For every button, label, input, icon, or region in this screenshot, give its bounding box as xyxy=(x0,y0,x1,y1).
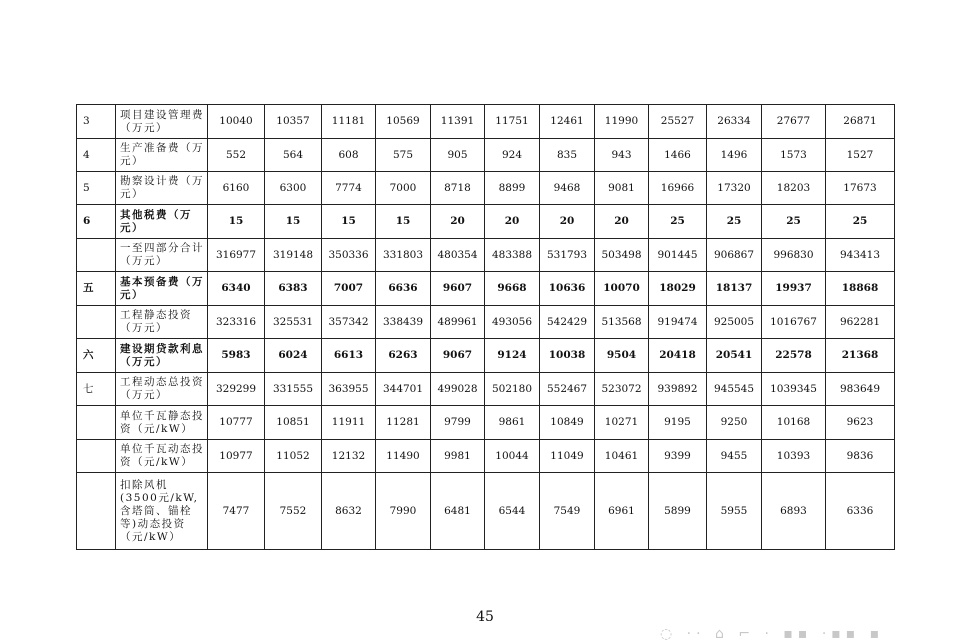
table-cell: 11391 xyxy=(431,105,485,139)
table-row xyxy=(77,440,895,473)
table-cell: 943413 xyxy=(826,239,895,272)
table-row xyxy=(77,272,895,306)
table-cell: 6300 xyxy=(265,172,322,205)
table-cell: 10977 xyxy=(208,440,265,473)
table-cell: 480354 xyxy=(431,239,485,272)
table-cell: 6340 xyxy=(208,272,265,306)
table-cell: 552 xyxy=(208,139,265,172)
table-cell: 10569 xyxy=(376,105,431,139)
row-label: 项目建设管理费（万元） xyxy=(116,105,208,139)
table-cell: 11990 xyxy=(595,105,649,139)
table-cell: 499028 xyxy=(431,373,485,406)
row-label: 工程动态总投资（万元） xyxy=(116,373,208,406)
table-cell: 26871 xyxy=(826,105,895,139)
table-cell: 552467 xyxy=(540,373,595,406)
row-index xyxy=(77,239,116,272)
investment-table xyxy=(76,104,895,550)
table-cell: 20 xyxy=(595,205,649,239)
table-cell: 11490 xyxy=(376,440,431,473)
table-cell: 542429 xyxy=(540,306,595,339)
table-cell: 27677 xyxy=(762,105,826,139)
table-cell: 1466 xyxy=(649,139,707,172)
table-cell: 17673 xyxy=(826,172,895,205)
table-cell: 7549 xyxy=(540,473,595,550)
table-cell: 18868 xyxy=(826,272,895,306)
table-cell: 906867 xyxy=(707,239,762,272)
table-cell: 945545 xyxy=(707,373,762,406)
table-cell: 18203 xyxy=(762,172,826,205)
table-cell: 9455 xyxy=(707,440,762,473)
table-cell: 18029 xyxy=(649,272,707,306)
table-cell: 10636 xyxy=(540,272,595,306)
table-cell: 344701 xyxy=(376,373,431,406)
investment-table-container xyxy=(76,104,894,550)
row-index xyxy=(77,406,116,440)
table-row xyxy=(77,139,895,172)
table-row xyxy=(77,172,895,205)
row-index xyxy=(77,306,116,339)
table-cell: 901445 xyxy=(649,239,707,272)
table-cell: 7990 xyxy=(376,473,431,550)
row-index: 3 xyxy=(77,105,116,139)
table-cell: 15 xyxy=(322,205,376,239)
row-index: 六 xyxy=(77,339,116,373)
watermark: ◌ ·· ⌂ ⌐ · ▪▪ ·▪▪ ▪ xyxy=(660,626,885,642)
table-cell: 575 xyxy=(376,139,431,172)
table-cell: 6961 xyxy=(595,473,649,550)
table-cell: 9623 xyxy=(826,406,895,440)
table-cell: 925005 xyxy=(707,306,762,339)
table-cell: 9668 xyxy=(485,272,540,306)
row-label: 其他税费（万元） xyxy=(116,205,208,239)
table-row xyxy=(77,105,895,139)
table-cell: 6336 xyxy=(826,473,895,550)
table-row xyxy=(77,306,895,339)
table-cell: 523072 xyxy=(595,373,649,406)
table-cell: 1527 xyxy=(826,139,895,172)
table-cell: 11049 xyxy=(540,440,595,473)
table-cell: 15 xyxy=(376,205,431,239)
page-number: 45 xyxy=(476,609,494,625)
table-cell: 905 xyxy=(431,139,485,172)
row-index: 七 xyxy=(77,373,116,406)
table-row xyxy=(77,373,895,406)
table-cell: 9124 xyxy=(485,339,540,373)
row-label: 勘察设计费（万元） xyxy=(116,172,208,205)
row-label: 扣除风机(3500元/kW,含塔筒、锚栓等)动态投资（元/kW） xyxy=(116,473,208,550)
table-cell: 17320 xyxy=(707,172,762,205)
table-cell: 8899 xyxy=(485,172,540,205)
table-cell: 22578 xyxy=(762,339,826,373)
table-row xyxy=(77,205,895,239)
table-cell: 9981 xyxy=(431,440,485,473)
table-cell: 25 xyxy=(762,205,826,239)
table-cell: 9081 xyxy=(595,172,649,205)
table-cell: 12461 xyxy=(540,105,595,139)
table-cell: 9836 xyxy=(826,440,895,473)
table-cell: 5983 xyxy=(208,339,265,373)
table-cell: 9504 xyxy=(595,339,649,373)
table-cell: 489961 xyxy=(431,306,485,339)
table-cell: 6160 xyxy=(208,172,265,205)
table-cell: 316977 xyxy=(208,239,265,272)
table-cell: 1039345 xyxy=(762,373,826,406)
table-cell: 11181 xyxy=(322,105,376,139)
table-cell: 357342 xyxy=(322,306,376,339)
row-label: 单位千瓦动态投资（元/kW） xyxy=(116,440,208,473)
table-cell: 939892 xyxy=(649,373,707,406)
table-cell: 350336 xyxy=(322,239,376,272)
table-cell: 9399 xyxy=(649,440,707,473)
table-cell: 962281 xyxy=(826,306,895,339)
table-cell: 608 xyxy=(322,139,376,172)
row-label: 一至四部分合计（万元） xyxy=(116,239,208,272)
table-body xyxy=(77,105,895,550)
table-cell: 12132 xyxy=(322,440,376,473)
table-cell: 10461 xyxy=(595,440,649,473)
table-cell: 329299 xyxy=(208,373,265,406)
table-cell: 26334 xyxy=(707,105,762,139)
table-cell: 1573 xyxy=(762,139,826,172)
table-cell: 25527 xyxy=(649,105,707,139)
table-cell: 10040 xyxy=(208,105,265,139)
table-cell: 531793 xyxy=(540,239,595,272)
table-cell: 21368 xyxy=(826,339,895,373)
table-cell: 1496 xyxy=(707,139,762,172)
table-cell: 15 xyxy=(208,205,265,239)
table-cell: 6613 xyxy=(322,339,376,373)
table-cell: 319148 xyxy=(265,239,322,272)
table-cell: 7000 xyxy=(376,172,431,205)
table-cell: 9195 xyxy=(649,406,707,440)
table-cell: 11751 xyxy=(485,105,540,139)
table-cell: 7477 xyxy=(208,473,265,550)
table-cell: 983649 xyxy=(826,373,895,406)
table-cell: 10168 xyxy=(762,406,826,440)
table-cell: 8718 xyxy=(431,172,485,205)
table-cell: 25 xyxy=(707,205,762,239)
table-cell: 9468 xyxy=(540,172,595,205)
row-label: 工程静态投资（万元） xyxy=(116,306,208,339)
table-cell: 6263 xyxy=(376,339,431,373)
table-cell: 338439 xyxy=(376,306,431,339)
table-cell: 11281 xyxy=(376,406,431,440)
table-cell: 10070 xyxy=(595,272,649,306)
table-row xyxy=(77,239,895,272)
table-cell: 919474 xyxy=(649,306,707,339)
row-label: 基本预备费（万元） xyxy=(116,272,208,306)
table-cell: 5955 xyxy=(707,473,762,550)
row-label: 建设期贷款利息（万元） xyxy=(116,339,208,373)
row-index: 6 xyxy=(77,205,116,239)
row-index xyxy=(77,473,116,550)
table-cell: 323316 xyxy=(208,306,265,339)
row-index xyxy=(77,440,116,473)
table-cell: 996830 xyxy=(762,239,826,272)
table-cell: 9861 xyxy=(485,406,540,440)
table-cell: 9799 xyxy=(431,406,485,440)
table-cell: 20 xyxy=(431,205,485,239)
row-index: 4 xyxy=(77,139,116,172)
table-cell: 6636 xyxy=(376,272,431,306)
table-cell: 20541 xyxy=(707,339,762,373)
table-cell: 16966 xyxy=(649,172,707,205)
table-cell: 564 xyxy=(265,139,322,172)
table-cell: 9067 xyxy=(431,339,485,373)
table-cell: 331803 xyxy=(376,239,431,272)
table-cell: 8632 xyxy=(322,473,376,550)
table-cell: 20418 xyxy=(649,339,707,373)
table-cell: 20 xyxy=(485,205,540,239)
table-cell: 10777 xyxy=(208,406,265,440)
table-cell: 10393 xyxy=(762,440,826,473)
table-cell: 6544 xyxy=(485,473,540,550)
row-index: 5 xyxy=(77,172,116,205)
table-cell: 6481 xyxy=(431,473,485,550)
table-cell: 924 xyxy=(485,139,540,172)
table-cell: 10849 xyxy=(540,406,595,440)
table-cell: 513568 xyxy=(595,306,649,339)
table-cell: 11052 xyxy=(265,440,322,473)
table-cell: 10851 xyxy=(265,406,322,440)
table-cell: 502180 xyxy=(485,373,540,406)
row-index: 五 xyxy=(77,272,116,306)
table-cell: 25 xyxy=(826,205,895,239)
row-label: 生产准备费（万元） xyxy=(116,139,208,172)
table-cell: 10357 xyxy=(265,105,322,139)
table-cell: 19937 xyxy=(762,272,826,306)
table-cell: 6024 xyxy=(265,339,322,373)
table-cell: 6893 xyxy=(762,473,826,550)
row-label: 单位千瓦静态投资（元/kW） xyxy=(116,406,208,440)
table-cell: 15 xyxy=(265,205,322,239)
table-row xyxy=(77,339,895,373)
table-cell: 9250 xyxy=(707,406,762,440)
table-cell: 835 xyxy=(540,139,595,172)
table-cell: 943 xyxy=(595,139,649,172)
table-cell: 6383 xyxy=(265,272,322,306)
table-cell: 331555 xyxy=(265,373,322,406)
table-cell: 503498 xyxy=(595,239,649,272)
table-cell: 493056 xyxy=(485,306,540,339)
table-cell: 7007 xyxy=(322,272,376,306)
table-row xyxy=(77,473,895,550)
table-cell: 7552 xyxy=(265,473,322,550)
table-cell: 10044 xyxy=(485,440,540,473)
table-cell: 11911 xyxy=(322,406,376,440)
table-cell: 7774 xyxy=(322,172,376,205)
table-cell: 9607 xyxy=(431,272,485,306)
table-row xyxy=(77,406,895,440)
table-cell: 1016767 xyxy=(762,306,826,339)
table-cell: 10038 xyxy=(540,339,595,373)
table-cell: 25 xyxy=(649,205,707,239)
table-cell: 325531 xyxy=(265,306,322,339)
table-cell: 20 xyxy=(540,205,595,239)
table-cell: 10271 xyxy=(595,406,649,440)
table-cell: 18137 xyxy=(707,272,762,306)
table-cell: 483388 xyxy=(485,239,540,272)
table-cell: 5899 xyxy=(649,473,707,550)
table-cell: 363955 xyxy=(322,373,376,406)
